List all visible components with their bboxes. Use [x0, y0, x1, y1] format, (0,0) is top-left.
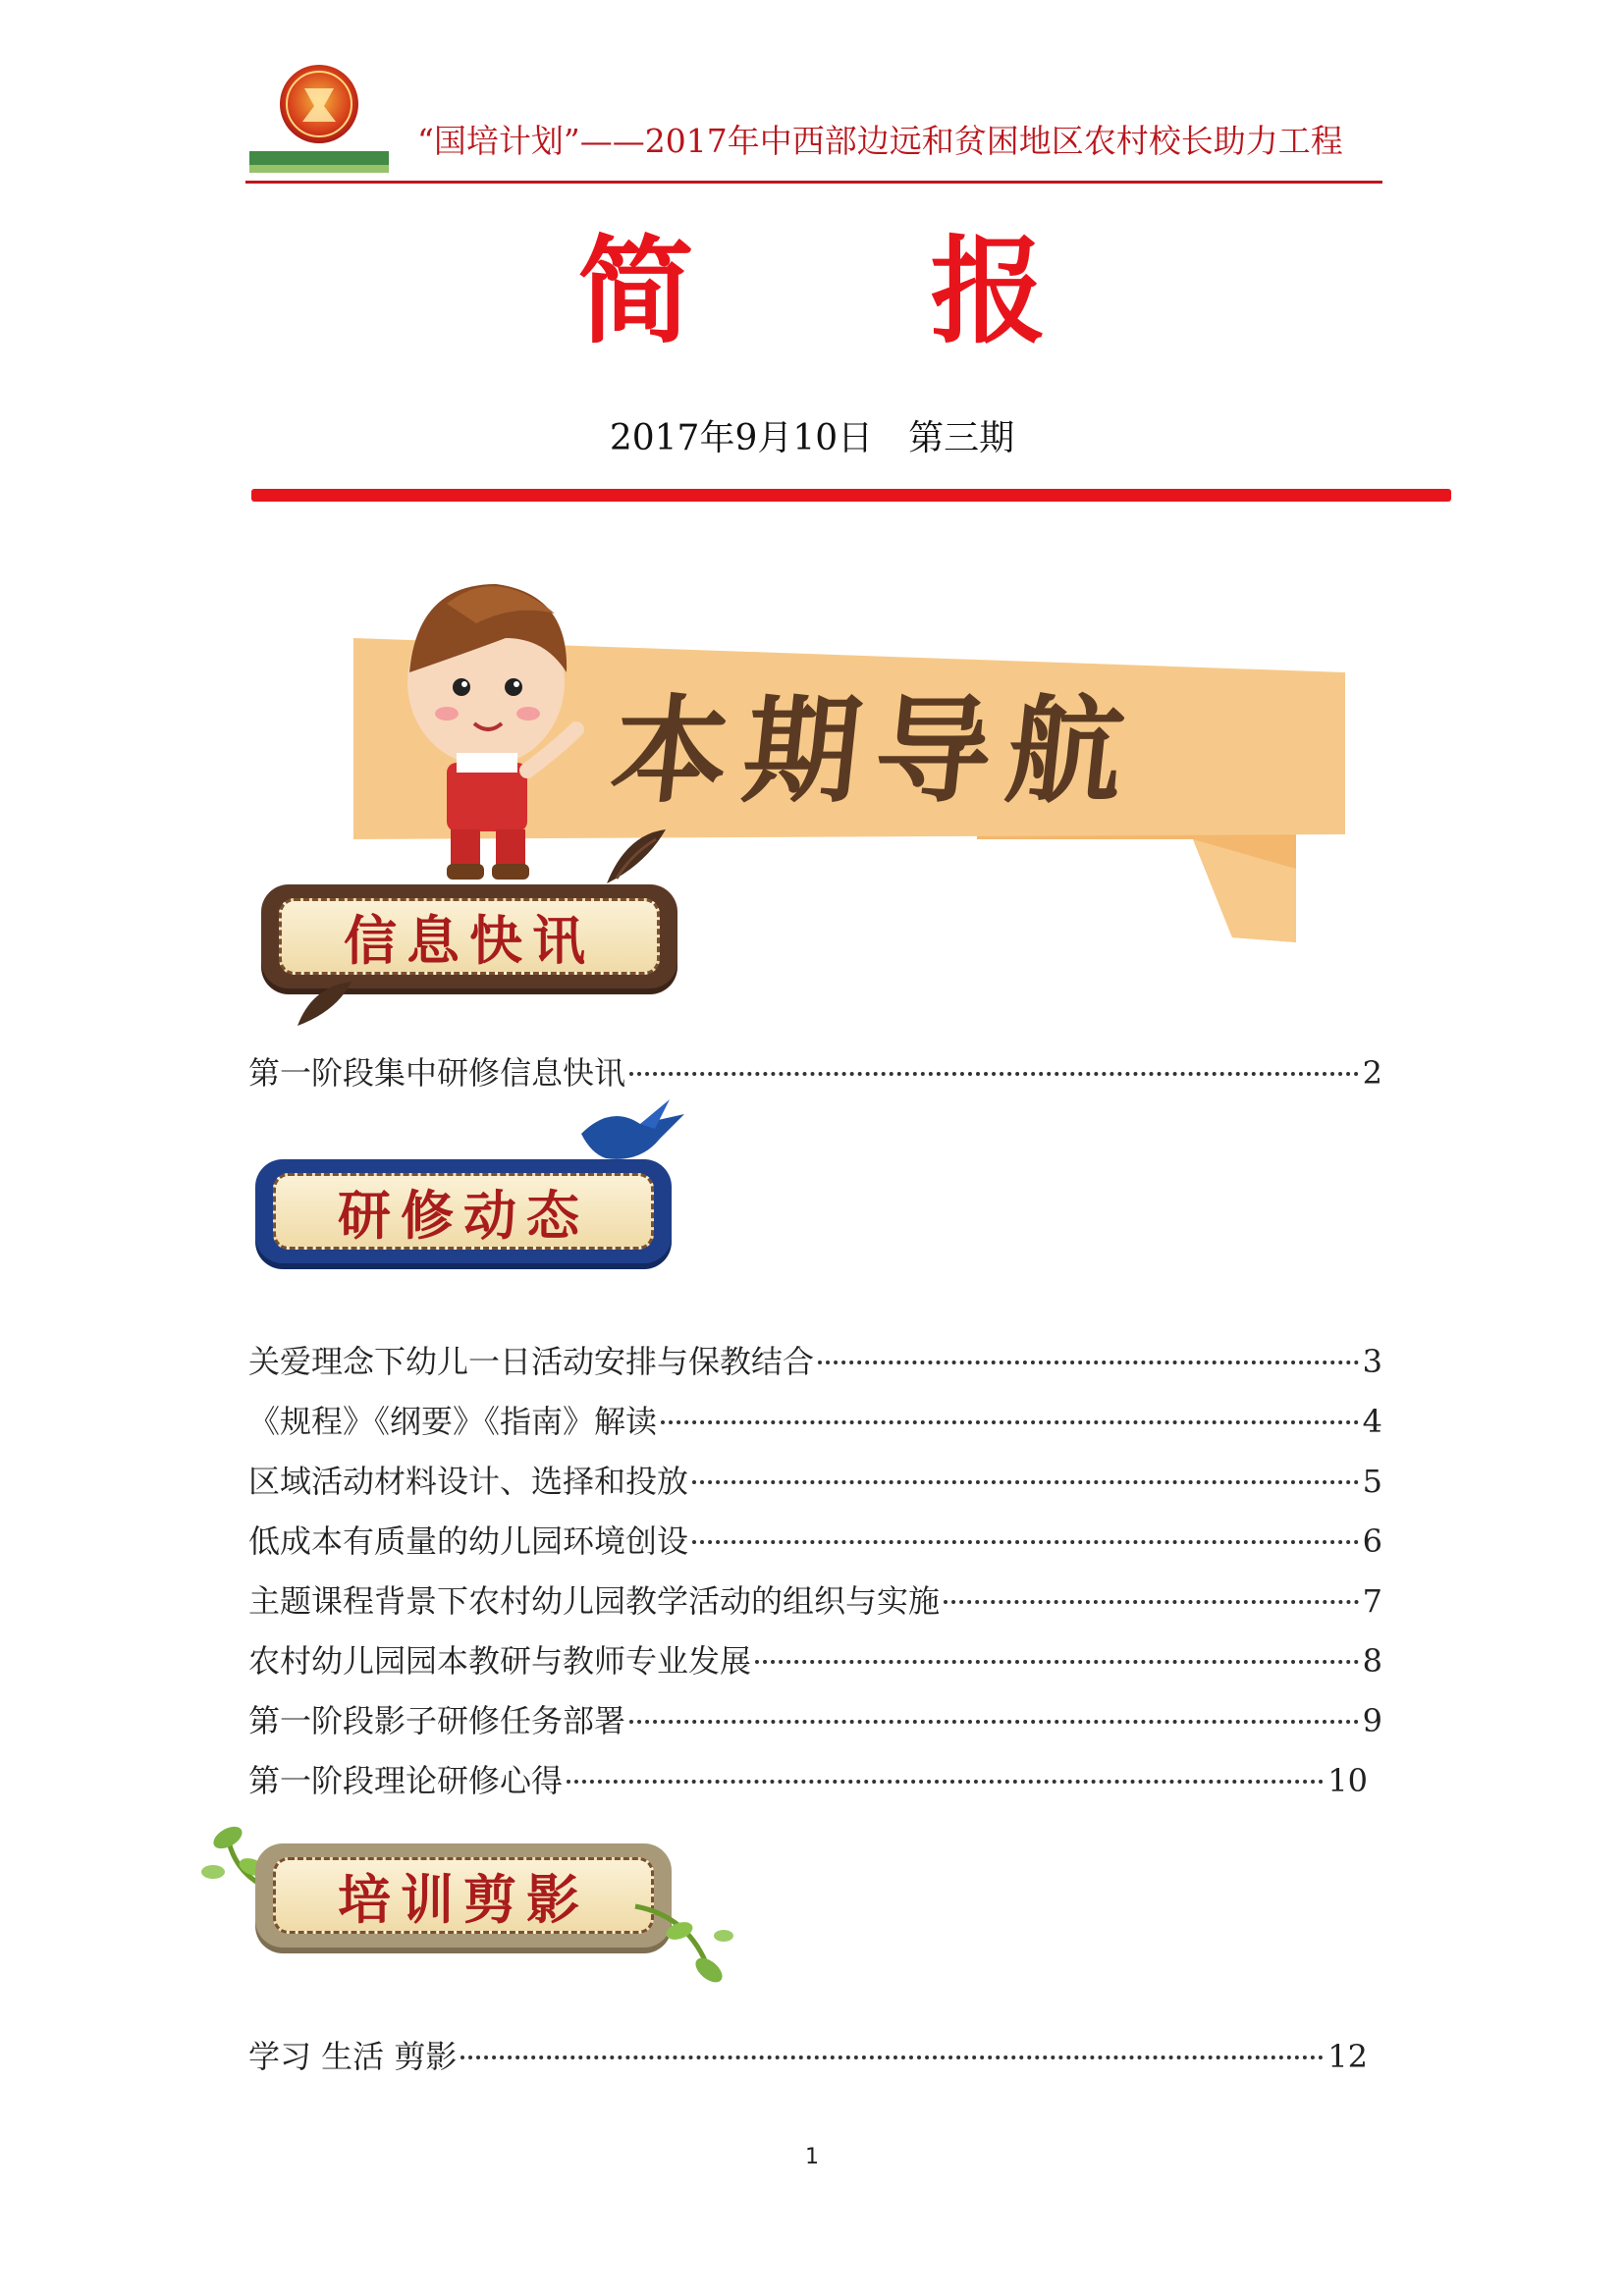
toc-item-title: 低成本有质量的幼儿园环境创设: [248, 1522, 689, 1560]
toc-item[interactable]: [248, 1457, 1382, 1500]
vine-icon: [630, 1896, 738, 1985]
document-title: 简 报: [577, 224, 1145, 359]
toc-item-page: 7: [1362, 1582, 1382, 1620]
issue-date: 2017年9月10日 第三期: [609, 418, 1015, 458]
toc-item[interactable]: [248, 1696, 1382, 1739]
header-divider: [245, 181, 1382, 184]
toc-item[interactable]: [248, 1048, 1382, 1092]
toc-item[interactable]: [248, 1337, 1382, 1380]
toc-item[interactable]: [248, 1636, 1382, 1680]
toc-leader: [818, 1361, 1359, 1364]
toc-item-page: 10: [1327, 1762, 1368, 1799]
toc-leader: [661, 1420, 1359, 1424]
section-badge-photo: [247, 1838, 679, 1953]
toc-leader: [567, 1780, 1324, 1784]
toc-item-title: 第一阶段理论研修心得: [248, 1762, 564, 1799]
toc-leader: [692, 1480, 1359, 1484]
toc-leader: [629, 1072, 1359, 1076]
section-badge-news: [253, 879, 685, 994]
toc-leader: [944, 1600, 1359, 1604]
toc-item-title: 农村幼儿园园本教研与教师专业发展: [248, 1642, 752, 1680]
toc-item-title: 《规程》《纲要》《指南》解读: [248, 1403, 658, 1440]
toc-item[interactable]: [248, 1576, 1382, 1620]
toc-item-page: 3: [1362, 1343, 1382, 1380]
page-number: 1: [805, 2145, 819, 2169]
section-badge-study: [247, 1153, 679, 1269]
title-divider: [251, 489, 1451, 502]
toc-item-page: 12: [1327, 2038, 1368, 2075]
toc-item-title: 主题课程背景下农村幼儿园教学活动的组织与实施: [248, 1582, 941, 1620]
toc-item[interactable]: [248, 1756, 1368, 1799]
section-label: 研修动态: [338, 1183, 589, 1247]
toc-leader: [692, 1540, 1359, 1544]
toc-item-title: 第一阶段影子研修任务部署: [248, 1702, 626, 1739]
toc-leader: [629, 1720, 1359, 1724]
toc-leader: [460, 2056, 1324, 2059]
banner-heading: 本期导航: [605, 682, 1147, 819]
toc-item[interactable]: [248, 1397, 1382, 1440]
toc-item-page: 5: [1362, 1463, 1382, 1500]
toc-item-page: 8: [1362, 1642, 1382, 1680]
section-label: 信息快讯: [344, 908, 595, 972]
toc-item[interactable]: [248, 1517, 1382, 1560]
toc-item-page: 9: [1362, 1702, 1382, 1739]
toc-item-title: 关爱理念下幼儿一日活动安排与保教结合: [248, 1343, 815, 1380]
toc-item-title: 第一阶段集中研修信息快讯: [248, 1054, 626, 1092]
section-label: 培训剪影: [338, 1867, 589, 1931]
header-title: “国培计划”——2017年中西部边远和贫困地区农村校长助力工程: [417, 122, 1343, 160]
leaf-icon: [293, 977, 361, 1031]
toc-item-page: 6: [1362, 1522, 1382, 1560]
college-logo: [245, 61, 393, 179]
toc-item[interactable]: [248, 2032, 1368, 2075]
toc-item-title: 学习 生活 剪影: [248, 2038, 458, 2075]
toc-item-page: 2: [1362, 1054, 1382, 1092]
toc-leader: [755, 1660, 1359, 1664]
toc-item-title: 区域活动材料设计、选择和投放: [248, 1463, 689, 1500]
toc-item-page: 4: [1362, 1403, 1382, 1440]
